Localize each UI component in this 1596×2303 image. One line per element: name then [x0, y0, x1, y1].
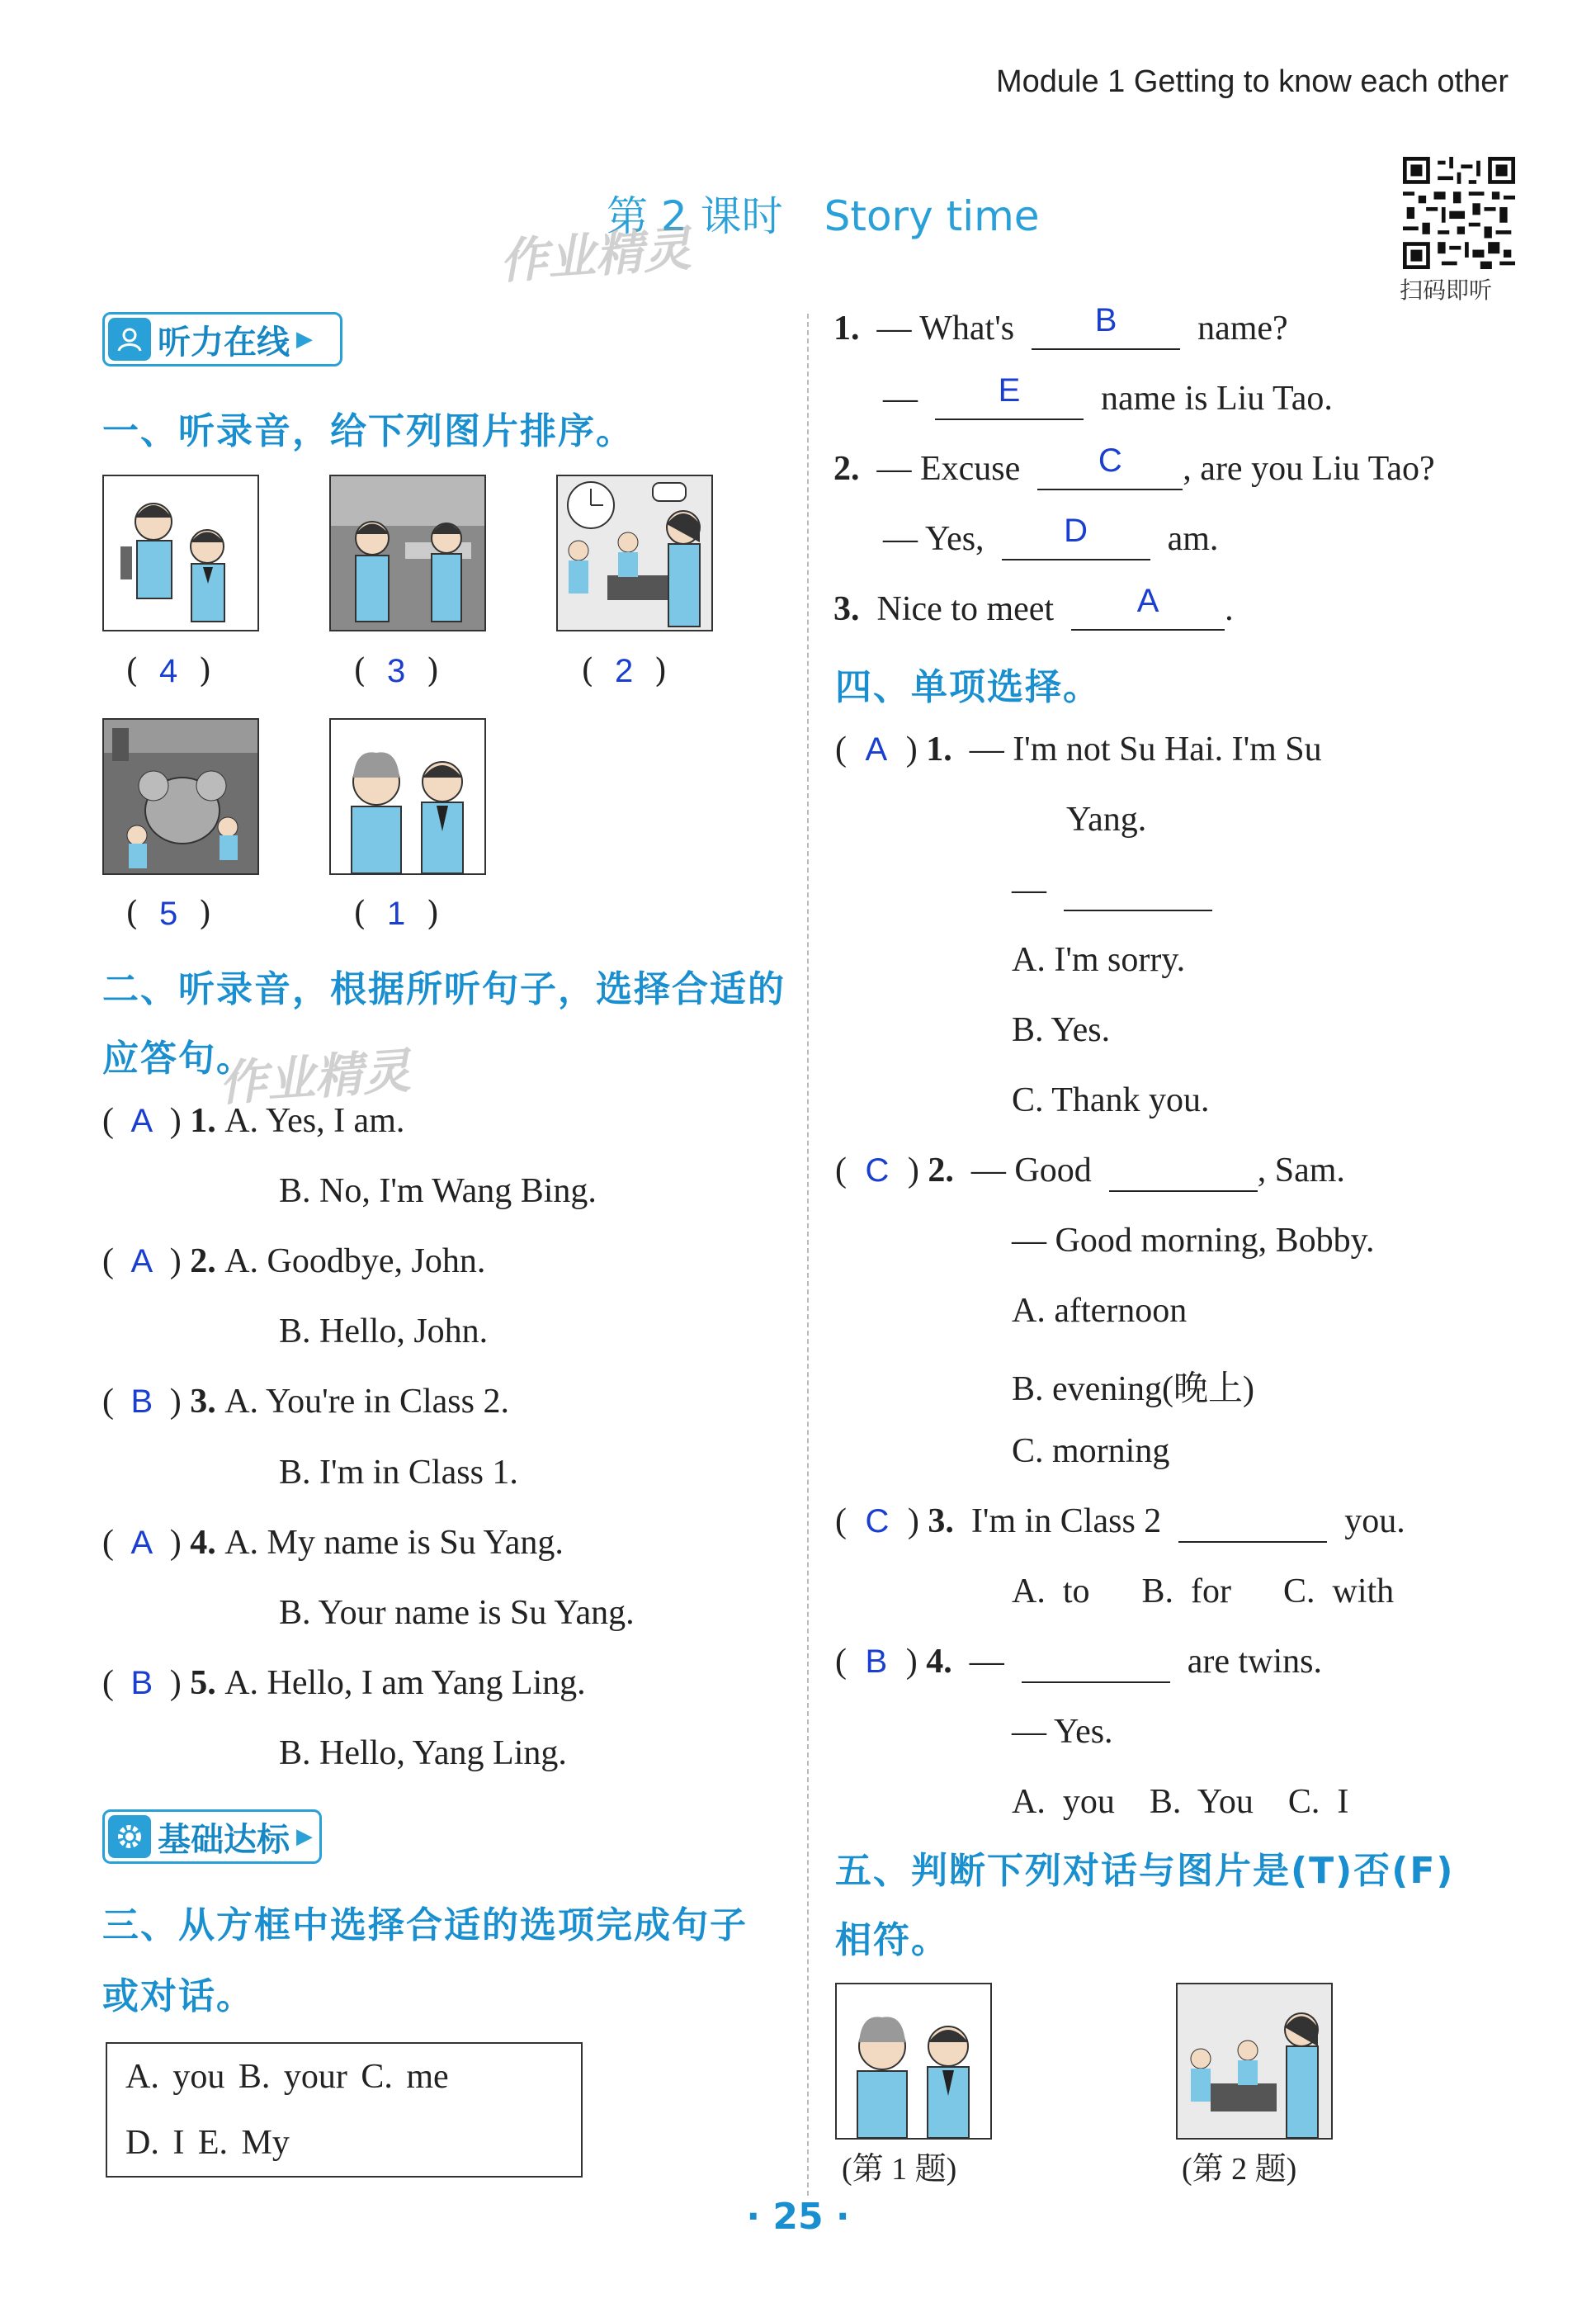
- s3-num-3: 3.: [833, 590, 860, 628]
- s3-blank-2[interactable]: [1037, 442, 1183, 490]
- s2-opt-b-2: B. Hello, John.: [279, 1312, 489, 1350]
- s4-q4-opts: A. you B. You C. I: [1012, 1783, 1349, 1821]
- s4-q2-opt-c: C. morning: [1012, 1432, 1170, 1470]
- picture-5: [329, 718, 486, 875]
- arrow-right-icon: ▶: [296, 327, 313, 352]
- picture-2: [329, 475, 486, 631]
- s2-opt-a-4: A. My name is Su Yang.: [224, 1524, 564, 1562]
- page-number: · 25 ·: [746, 2196, 850, 2238]
- s4-num-2: 2.: [928, 1152, 954, 1189]
- s5-caption-1: (第 1 题): [842, 2152, 957, 2187]
- s4-q1-opt-b: B. Yes.: [1012, 1011, 1111, 1049]
- s3-num-1: 1.: [833, 310, 860, 348]
- running-header: Module 1 Getting to know each other: [995, 64, 1509, 99]
- answer-paren-4: ( 5 ): [125, 895, 212, 933]
- s2-item-1: ( A ) 1. A. Yes, I am.: [102, 1102, 405, 1140]
- s3-answer-2: C: [1098, 442, 1122, 479]
- s3-q3-pre: Nice to meet: [876, 590, 1055, 628]
- answer-3: 2: [615, 653, 634, 689]
- s2-opt-a-5: A. Hello, I am Yang Ling.: [224, 1664, 586, 1702]
- s4-q1: ( A ) 1. — I'm not Su Hai. I'm Su: [835, 731, 1322, 768]
- arrow-right-icon: ▶: [296, 1824, 313, 1849]
- s3-answer-2b: D: [1064, 513, 1088, 549]
- section2-title-line2: 应答句。: [102, 1038, 254, 1080]
- s4-q2-l2: — Good morning, Bobby.: [1012, 1222, 1375, 1260]
- s4-q2-l1b: , Sam.: [1257, 1152, 1345, 1189]
- s3-blank-1b[interactable]: [935, 372, 1084, 420]
- gear-icon: [108, 1815, 151, 1858]
- answer-2: 3: [387, 653, 406, 689]
- s3-answer-3: A: [1136, 583, 1159, 619]
- section3-title-line2: 或对话。: [102, 1975, 254, 2017]
- s2-num-4: 4.: [190, 1524, 216, 1562]
- s2-num-3: 3.: [190, 1383, 216, 1421]
- section2-title-line1: 二、听录音，根据所听句子，选择合适的: [102, 968, 786, 1010]
- s2-opt-b-4: B. Your name is Su Yang.: [279, 1594, 635, 1632]
- s2-answer-5: B: [130, 1665, 153, 1701]
- s3-answer-1: B: [1094, 302, 1117, 338]
- s3-blank-2b[interactable]: [1002, 513, 1150, 560]
- s3-q2-pre: — Excuse: [876, 450, 1021, 488]
- s3-blank-3[interactable]: [1071, 583, 1225, 631]
- lesson-title-en: Story time: [824, 192, 1040, 240]
- section3-title-line1: 三、从方框中选择合适的选项完成句子: [102, 1904, 748, 1946]
- answer-5: 1: [387, 896, 406, 932]
- answer-paren-3: ( 2 ): [581, 652, 668, 690]
- s4-q1-l3: [1012, 870, 1212, 911]
- badge-basics: [102, 1809, 322, 1864]
- s3-q1b-pre: —: [883, 380, 918, 418]
- s4-q4-l2: — Yes.: [1012, 1713, 1113, 1751]
- column-divider: [807, 314, 809, 2196]
- s3-q2b-pre: — Yes,: [883, 520, 985, 558]
- badge-listening-label: 听力在线: [158, 323, 290, 362]
- section5-title-line2: 相符。: [835, 1919, 949, 1961]
- s2-answer-1: A: [130, 1103, 153, 1139]
- section4-title: 四、单项选择。: [835, 666, 1101, 708]
- s4-blank-2[interactable]: [1109, 1151, 1258, 1192]
- lesson-title-cn: 第 2 课时: [607, 192, 783, 240]
- s4-q2-opt-b: B. evening(晚上): [1012, 1370, 1254, 1408]
- s2-opt-a-2: A. Goodbye, John.: [224, 1242, 486, 1280]
- s4-q3-l1b: you.: [1344, 1502, 1405, 1540]
- s4-answer-3: C: [865, 1503, 890, 1539]
- s2-item-5: ( B ) 5. A. Hello, I am Yang Ling.: [102, 1664, 586, 1702]
- options-box-line2: D. I E. My: [125, 2124, 290, 2162]
- s4-q1-opt-c: C. Thank you.: [1012, 1081, 1210, 1119]
- s4-q1-dash: —: [1012, 871, 1046, 909]
- s3-answer-1b: E: [998, 372, 1021, 409]
- s3-q3-post: .: [1225, 590, 1234, 628]
- watermark: 作业精灵: [217, 1042, 413, 1112]
- s3-q1-pre: — What's: [876, 310, 1015, 348]
- s3-q1b-post: name is Liu Tao.: [1101, 380, 1333, 418]
- s3-q2b-post: am.: [1167, 520, 1219, 558]
- s4-q1-l2: Yang.: [1066, 801, 1147, 839]
- watermark: 作业精灵: [498, 220, 693, 290]
- s2-opt-b-5: B. Hello, Yang Ling.: [279, 1734, 567, 1772]
- s4-num-1: 1.: [926, 731, 952, 768]
- s5-caption-2: (第 2 题): [1182, 2152, 1297, 2187]
- s2-item-3: ( B ) 3. A. You're in Class 2.: [102, 1383, 509, 1421]
- s3-q3: [833, 583, 1234, 631]
- s2-answer-4: A: [130, 1525, 153, 1561]
- s2-num-2: 2.: [190, 1242, 216, 1280]
- s4-q3-l1: I'm in Class 2: [970, 1502, 1162, 1540]
- answer-paren-2: ( 3 ): [353, 652, 440, 690]
- s3-blank-1[interactable]: [1032, 302, 1180, 350]
- s4-num-4: 4.: [926, 1643, 952, 1681]
- s4-blank-1[interactable]: [1064, 870, 1212, 911]
- s3-q2: [833, 442, 1435, 490]
- picture-1: [102, 475, 259, 631]
- s4-q2-opt-a: A. afternoon: [1012, 1292, 1188, 1330]
- s2-num-5: 5.: [190, 1664, 216, 1702]
- s4-answer-2: C: [865, 1152, 890, 1189]
- s4-answer-1: A: [865, 731, 888, 768]
- answer-4: 5: [159, 896, 178, 932]
- s2-opt-b-3: B. I'm in Class 1.: [279, 1454, 518, 1492]
- section1-title: 一、听录音，给下列图片排序。: [102, 410, 634, 452]
- section5-title-line1: 五、判断下列对话与图片是(T)否(F): [835, 1850, 1455, 1892]
- s4-q4-l1: —: [969, 1643, 1004, 1681]
- user-icon: [108, 318, 151, 361]
- s4-q4-l1b: are twins.: [1187, 1643, 1322, 1681]
- s3-q2b: [883, 513, 1219, 560]
- options-box: [106, 2042, 583, 2178]
- picture-3: [556, 475, 713, 631]
- answer-paren-5: ( 1 ): [353, 895, 440, 933]
- s4-blank-3[interactable]: [1178, 1501, 1327, 1543]
- s2-opt-a-1: A. Yes, I am.: [224, 1102, 405, 1140]
- badge-listening: [102, 312, 342, 366]
- s4-q1-l1: — I'm not Su Hai. I'm Su: [969, 731, 1322, 768]
- s2-num-1: 1.: [190, 1102, 216, 1140]
- s4-num-3: 3.: [928, 1502, 954, 1540]
- s2-item-2: ( A ) 2. A. Goodbye, John.: [102, 1242, 486, 1280]
- s3-q1-post: name?: [1197, 310, 1288, 348]
- s4-q2-l1: — Good: [970, 1152, 1092, 1189]
- s5-picture-1: [835, 1983, 992, 2140]
- picture-4: [102, 718, 259, 875]
- answer-1: 4: [159, 653, 178, 689]
- s3-q2-post: , are you Liu Tao?: [1183, 450, 1435, 488]
- s2-item-4: ( A ) 4. A. My name is Su Yang.: [102, 1524, 564, 1562]
- s2-opt-b-1: B. No, I'm Wang Bing.: [279, 1172, 597, 1210]
- badge-basics-label: 基础达标: [158, 1820, 290, 1859]
- qr-label: 扫码即听: [1400, 277, 1493, 304]
- s4-q3-opts: A. to B. for C. with: [1012, 1572, 1395, 1610]
- options-box-line1: A. you B. your C. me: [125, 2058, 449, 2096]
- s4-q1-opt-a: A. I'm sorry.: [1012, 941, 1186, 979]
- s2-answer-3: B: [130, 1383, 153, 1420]
- s5-picture-2: [1176, 1983, 1333, 2140]
- s4-blank-4[interactable]: [1022, 1642, 1170, 1683]
- s3-num-2: 2.: [833, 450, 860, 488]
- s4-q3: ( C ) 3. I'm in Class 2 you.: [835, 1501, 1405, 1543]
- s2-opt-a-3: A. You're in Class 2.: [224, 1383, 509, 1421]
- s3-q1: [833, 302, 1288, 350]
- s4-q4: ( B ) 4. — are twins.: [835, 1642, 1322, 1683]
- s4-answer-4: B: [865, 1643, 888, 1680]
- s4-q2: ( C ) 2. — Good , Sam.: [835, 1151, 1345, 1192]
- s2-answer-2: A: [130, 1243, 153, 1279]
- answer-paren-1: ( 4 ): [125, 652, 212, 690]
- s3-q1b: [883, 372, 1333, 420]
- qr-code-icon[interactable]: [1403, 157, 1515, 269]
